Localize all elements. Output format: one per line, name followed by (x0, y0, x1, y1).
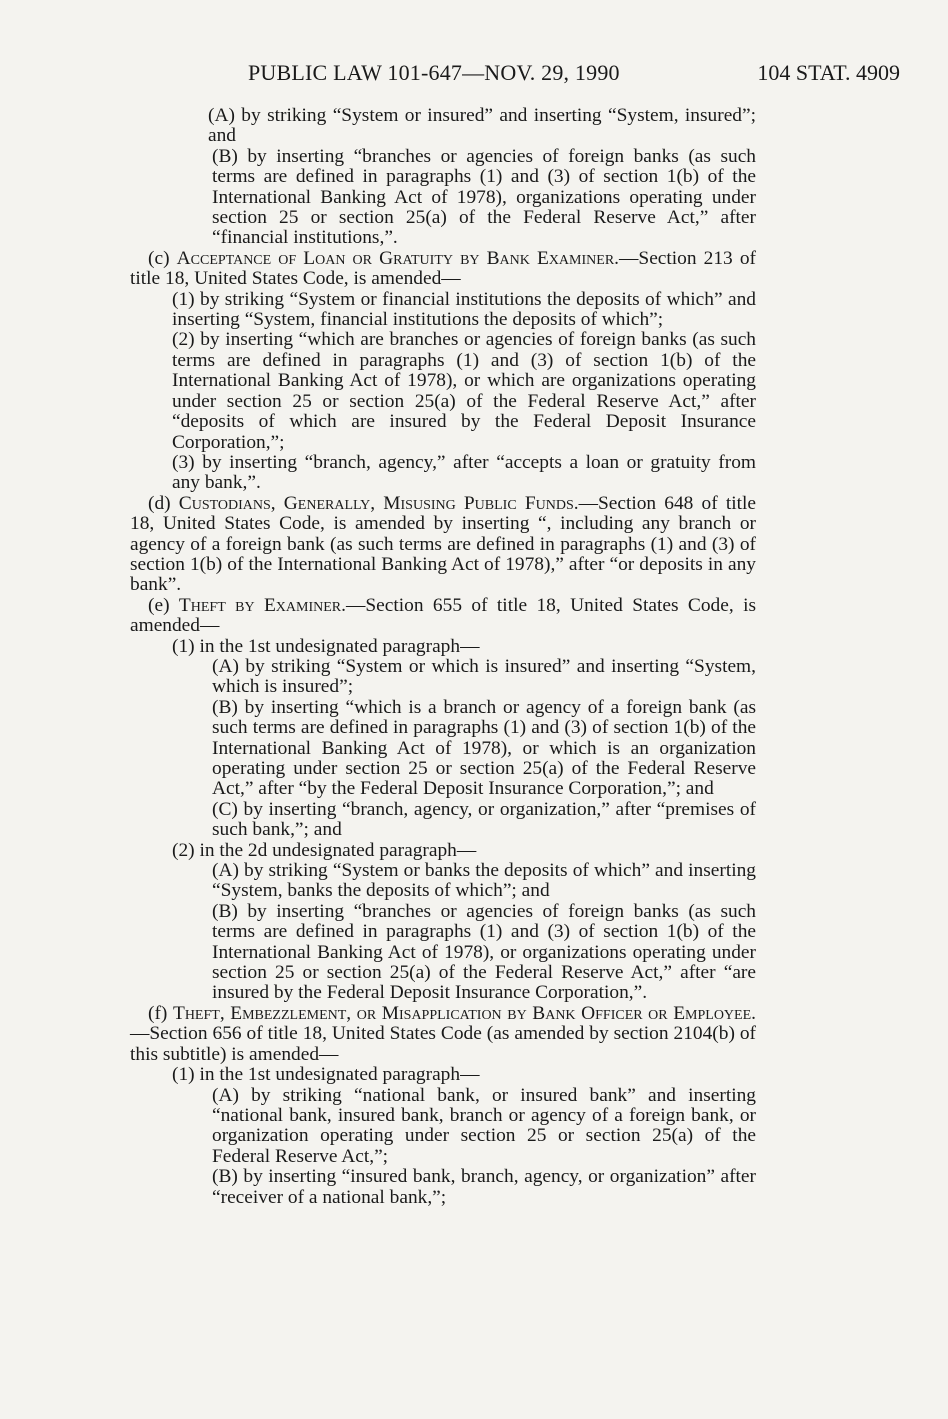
clause-B: (B) by inserting “which is a branch or agency of a foreign bank (as such terms are defined in paragraphs (1) and (3) of section 1(b) of the International Banking Act of 1978), or which is an organization operating under section 25 or section 25(a) of the Federal Reserve Act,” after “by the Federal Deposit Insurance Corporation,”; and (212, 696, 756, 800)
subsection-heading: Custodians, Generally, Misusing Public Funds. (178, 492, 579, 514)
paragraph-1: (1) in the 1st undesignated paragraph— (172, 635, 480, 657)
subsection-text: —Section 213 of title 18, United States Code, is amended— (130, 247, 756, 290)
subsection-text: —Section 655 of title 18, United States Code, is amended— (130, 594, 756, 637)
subsection-heading: Theft by Examiner. (178, 594, 346, 616)
paragraph-1: (1) by striking “System or financial institutions the deposits of which” and inserting “System, financial institutions the deposits of which”; (172, 288, 756, 331)
clause-A: (A) by striking “System or which is insured” and inserting “System, which is insured”; (212, 655, 756, 698)
clause-C: (C) by inserting “branch, agency, or organization,” after “premises of such bank,”; and (212, 798, 756, 841)
document-body (130, 106, 756, 1208)
subsection-heading: Acceptance of Loan or Gratuity by Bank Examiner. (176, 247, 620, 269)
clause-B: (B) by inserting “branches or agencies of foreign banks (as such terms are defined in paragraphs (1) and (3) of section 1(b) of the International Banking Act of 1978), organizations operating under section 25 or section 25(a) of the Federal Reserve Act,” after “financial institutions,”. (212, 145, 756, 249)
header-title: PUBLIC LAW 101-647—NOV. 29, 1990 (248, 60, 620, 85)
clause-A: (A) by striking “System or banks the deposits of which” and inserting “System, banks the deposits of which”; and (212, 860, 756, 902)
subsection-label: (e) (148, 594, 170, 616)
subsection-label: (c) (148, 247, 170, 269)
clause-B: (B) by inserting “insured bank, branch, agency, or organization” after “receiver of a national bank,”; (212, 1166, 756, 1208)
running-header (130, 60, 900, 90)
subsection-heading: Theft, Embezzlement, or Misapplication by Bank Officer or Employee. (172, 1002, 756, 1024)
subsection-text: —Section 648 of title 18, United States Code, is amended by inserting “, including any branch or agency of a foreign bank (as such terms are defined in paragraphs (1) and (3) of section 1(b) of the International Banking Act of 1978),” after “or deposits in any bank”. (130, 492, 756, 596)
subsection-e (130, 596, 756, 637)
subsection-text: —Section 656 of title 18, United States Code (as amended by section 2104(b) of this subtitle) is amended— (130, 1023, 756, 1065)
paragraph-3: (3) by inserting “branch, agency,” after “accepts a loan or gratuity from any bank,”. (172, 451, 756, 494)
subsection-d (130, 494, 756, 596)
clause-A: (A) by striking “national bank, or insured bank” and inserting “national bank, insured bank, branch or agency of a foreign bank, or organization operating under section 25 or section 25(a) of the Federal Reserve Act,”; (212, 1084, 756, 1167)
paragraph-2: (2) in the 2d undesignated paragraph— (172, 839, 477, 861)
subsection-f (130, 1004, 756, 1065)
statute-page-number: 104 STAT. 4909 (757, 60, 900, 85)
paragraph-1: (1) in the 1st undesignated paragraph— (172, 1064, 480, 1086)
subsection-label: (d) (148, 492, 171, 514)
clause-A: (A) by striking “System or insured” and inserting “System, insured”; and (208, 105, 756, 147)
subsection-c (130, 249, 756, 290)
paragraph-2: (2) by inserting “which are branches or agencies of foreign banks (as such terms are defined in paragraphs (1) and (3) of section 1(b) of the International Banking Act of 1978), or which are organizations operating under section 25 or section 25(a) of the Federal Reserve Act,” after “deposits of which are insured by the Federal Deposit Insurance Corporation,”; (172, 329, 756, 453)
clause-B: (B) by inserting “branches or agencies of foreign banks (as such terms are defined in paragraphs (1) and (3) of section 1(b) of the International Banking Act of 1978), or organizations operating under section 25 or section 25(a) of the Federal Reserve Act,” after “are insured by the Federal Deposit Insurance Corporation,”. (212, 900, 756, 1004)
subsection-label: (f) (148, 1002, 168, 1024)
